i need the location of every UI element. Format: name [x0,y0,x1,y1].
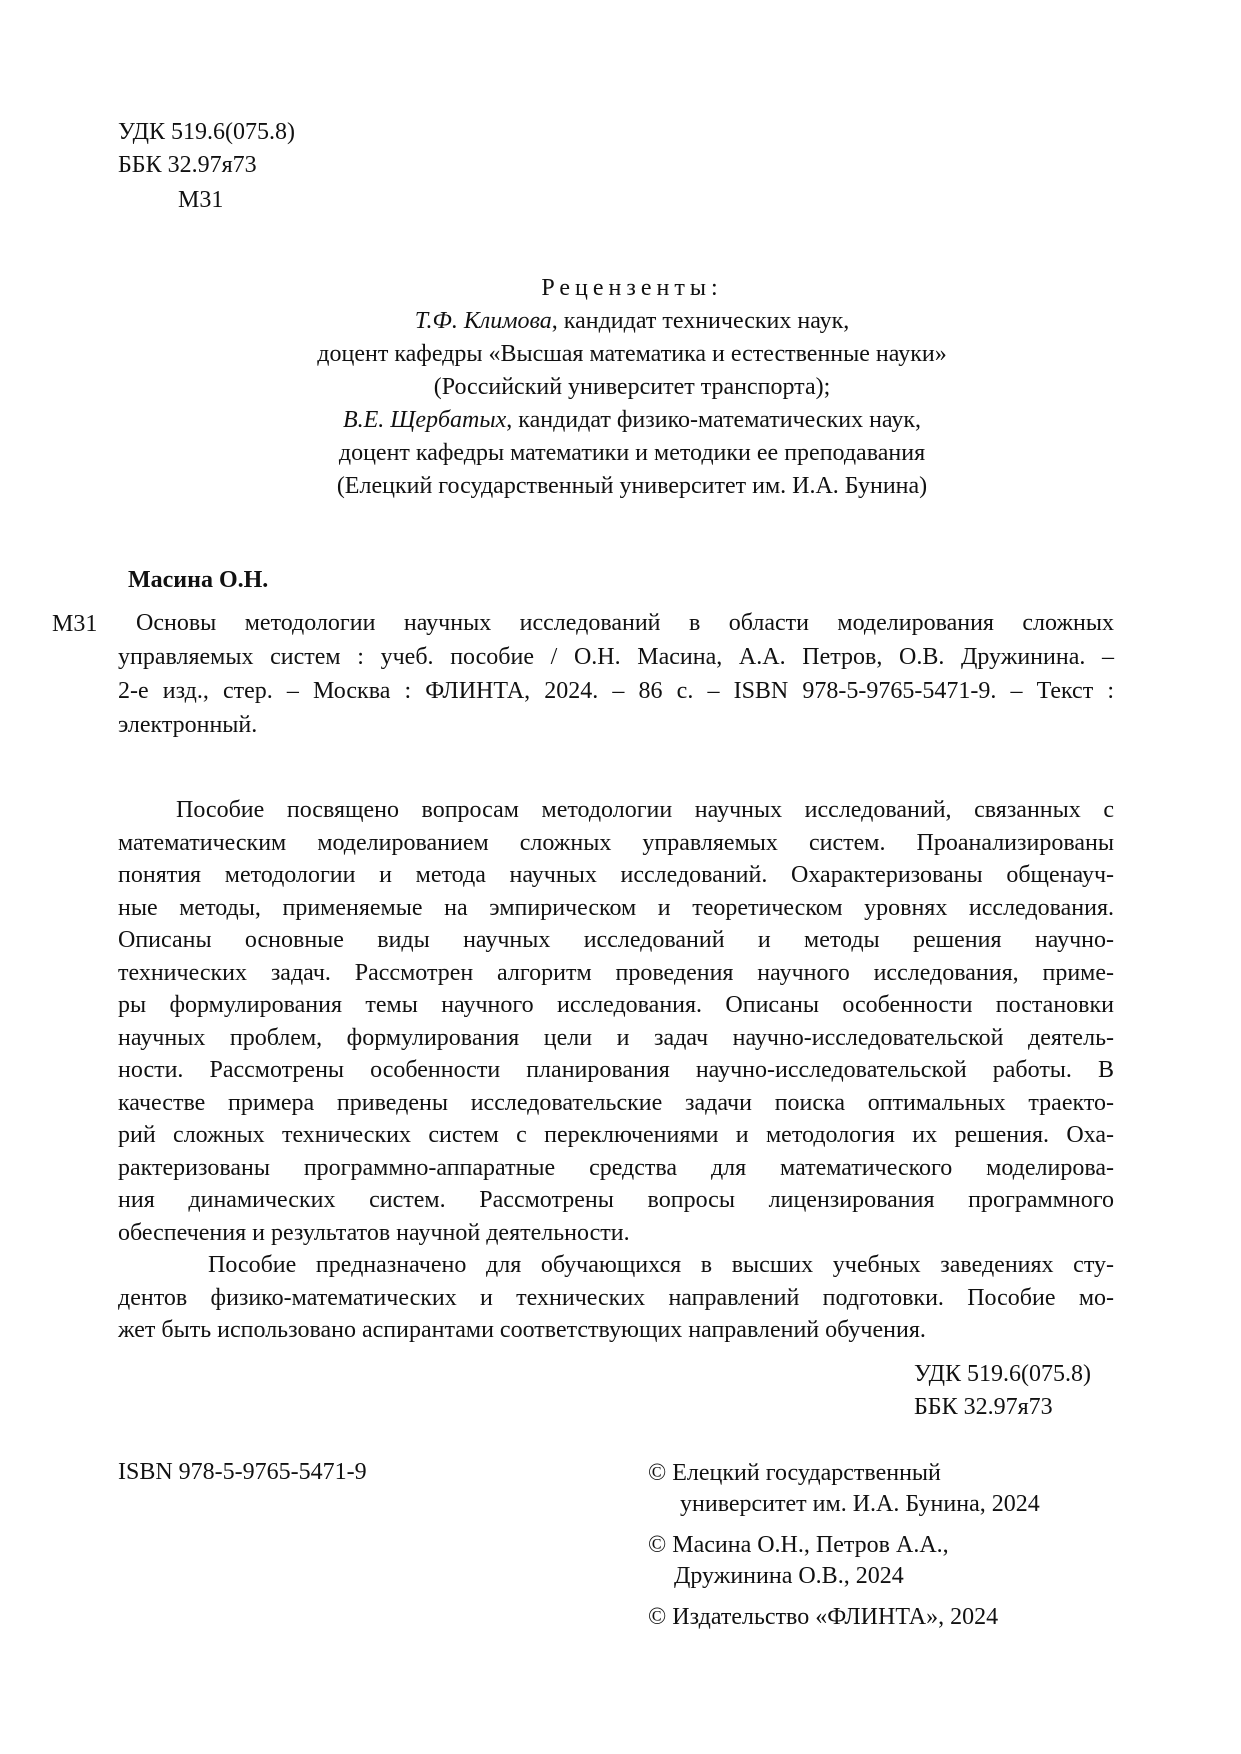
reviewer-1-name: Т.Ф. Климова [414,308,552,334]
reviewer-1-degree: , кандидат технических наук, [551,308,850,334]
reviewer-1 [262,305,1002,338]
author-heading: Масина О.Н. [128,567,269,593]
abstract-line: жет быть использовано аспирантами соответствующих направлений обучения. [118,1317,926,1343]
abstract-line: ные методы, применяемые на эмпирическом и теоретическом уровнях исследования. [118,894,1114,921]
footer-udk-code: УДК 519.6(075.8) [914,1361,1091,1387]
abstract-line: дентов физико-математических и технических направлений подготовки. Пособие мо- [118,1284,1114,1311]
abstract-line: обеспечения и результатов научной деятельности. [118,1219,630,1246]
reviewer-2-name: В.Е. Щербатых [342,407,507,433]
abstract-line: научных проблем, формулирования цели и задач научно-исследовательской деятель- [118,1024,1114,1051]
bib-line: электронный. [118,712,258,738]
footer-bbk-code: ББК 32.97я73 [914,1394,1053,1420]
reviewer-1-affiliation: (Российский университет транспорта); [433,374,831,400]
bib-line: управляемых систем : учеб. пособие / О.Н. Масина, А.А. Петров, О.В. Дружинина. – [118,644,1114,670]
abstract-line: Описаны основные виды научных исследований и методы решения научно- [118,927,1114,953]
bib-line: 2-е изд., стер. – Москва : ФЛИНТА, 2024. – 86 с. – ISBN 978-5-9765-5471-9. – Текст : [118,678,1114,704]
bib-line: Основы методологии научных исследований в области моделирования сложных [136,610,1114,636]
udk-code: УДК 519.6(075.8) [118,119,295,145]
reviewer-2 [262,404,1002,437]
reviewer-1-position: доцент кафедры «Высшая математика и естественные науки» [317,341,947,367]
bibliographic-description [118,606,1114,742]
abstract-line: рий сложных технических систем с переключениями и методология их решения. Оха- [118,1122,1114,1148]
abstract-line: рактеризованы программно-аппаратные средства для математического моделирова- [118,1154,1114,1181]
abstract-line: понятия методологии и метода научных исследований. Охарактеризованы общенауч- [118,862,1114,888]
reviewers-block [262,272,1002,503]
abstract-line: качестве примера приведены исследовательские задачи поиска оптимальных траекто- [118,1089,1114,1116]
abstract-line: Пособие посвящено вопросам методологии научных исследований, связанных с [176,797,1114,823]
copyright-block [648,1458,1040,1633]
reviewer-2-position: доцент кафедры математики и методики ее преподавания [338,440,926,466]
isbn: ISBN 978-5-9765-5471-9 [118,1459,367,1485]
copyright-publisher: © Издательство «ФЛИНТА», 2024 [648,1604,999,1630]
copyright-university-cont: университет им. И.А. Бунина, 2024 [680,1491,1040,1517]
abstract-line: математическим моделированием сложных управляемых систем. Проанализированы [118,829,1114,856]
copyright-authors-cont: Дружинина О.В., 2024 [674,1563,904,1589]
author-mark-code: М31 [178,187,224,213]
abstract-line: ры формулирования темы научного исследования. Описаны особенности постановки [118,992,1114,1018]
entry-code: М31 [52,611,98,637]
abstract [118,794,1114,1347]
reviewers-title: Рецензенты: [541,275,723,301]
copyright-authors: © Масина О.Н., Петров А.А., [648,1532,949,1558]
reviewer-2-affiliation: (Елецкий государственный университет им. И.А. Бунина) [336,473,928,499]
abstract-line: ния динамических систем. Рассмотрены вопросы лицензирования программного [118,1187,1114,1213]
abstract-line: технических задач. Рассмотрен алгоритм проведения научного исследования, приме- [118,959,1114,986]
bbk-code: ББК 32.97я73 [118,152,257,178]
reviewer-2-degree: , кандидат физико-математических наук, [506,407,922,433]
copyright-university: © Елецкий государственный [648,1460,941,1486]
abstract-line: Пособие предназначено для обучающихся в высших учебных заведениях сту- [208,1252,1114,1278]
abstract-line: ности. Рассмотрены особенности планирования научно-исследовательской работы. В [118,1057,1114,1083]
